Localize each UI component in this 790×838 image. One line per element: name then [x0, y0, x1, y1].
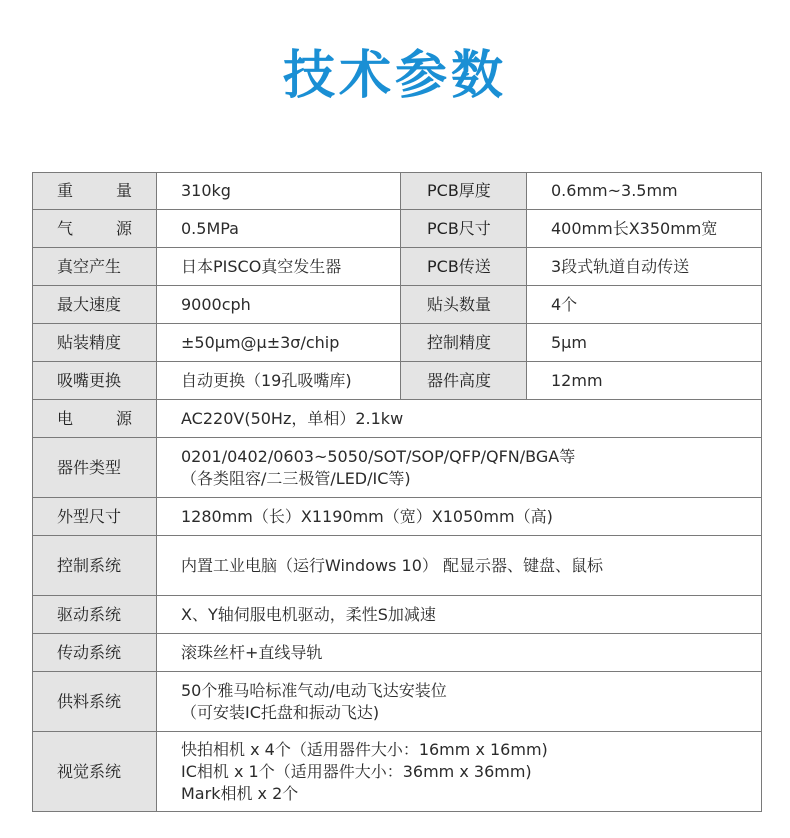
spec-row-max-speed [33, 286, 762, 324]
spec-value: 0201/0402/0603~5050/SOT/SOP/QFP/QFN/BGA等 （各类阻容/二三极管/LED/IC等) [157, 438, 762, 498]
spec-value: 400mm长X350mm宽 [527, 210, 762, 248]
spec-row-drive-system [33, 596, 762, 634]
spec-row-air-source [33, 210, 762, 248]
spec-label: 重 量 [33, 173, 157, 210]
spec-value: 12mm [527, 362, 762, 400]
spec-value: 9000cph [157, 286, 401, 324]
spec-value: 50个雅马哈标准气动/电动飞达安装位 （可安装IC托盘和振动飞达) [157, 672, 762, 732]
spec-value: ±50μm@μ±3σ/chip [157, 324, 401, 362]
spec-label: 贴头数量 [401, 286, 527, 324]
spec-value: 1280mm（长）X1190mm（宽）X1050mm（高) [157, 498, 762, 536]
spec-row-feeder-system [33, 672, 762, 732]
spec-value: 4个 [527, 286, 762, 324]
spec-row-vacuum [33, 248, 762, 286]
spec-label: 吸嘴更换 [33, 362, 157, 400]
spec-label: 器件高度 [401, 362, 527, 400]
spec-label: 驱动系统 [33, 596, 157, 634]
spec-value: 5μm [527, 324, 762, 362]
spec-row-placement-accuracy [33, 324, 762, 362]
spec-value: 日本PISCO真空发生器 [157, 248, 401, 286]
spec-label: 气 源 [33, 210, 157, 248]
spec-value: 自动更换（19孔吸嘴库) [157, 362, 401, 400]
spec-value: 滚珠丝杆+直线导轨 [157, 634, 762, 672]
spec-row-control-system [33, 536, 762, 596]
spec-value: 3段式轨道自动传送 [527, 248, 762, 286]
spec-value: 0.5MPa [157, 210, 401, 248]
spec-label: 最大速度 [33, 286, 157, 324]
spec-label: PCB尺寸 [401, 210, 527, 248]
spec-row-nozzle-change [33, 362, 762, 400]
spec-row-component-types [33, 438, 762, 498]
spec-value: AC220V(50Hz，单相）2.1kw [157, 400, 762, 438]
spec-value: 310kg [157, 173, 401, 210]
spec-label: 器件类型 [33, 438, 157, 498]
spec-label: 供料系统 [33, 672, 157, 732]
spec-row-dimensions [33, 498, 762, 536]
spec-table [32, 172, 762, 812]
spec-value: 快拍相机 x 4个（适用器件大小：16mm x 16mm) IC相机 x 1个（适用器件大小：36mm x 36mm) Mark相机 x 2个 [157, 732, 762, 812]
spec-label: PCB厚度 [401, 173, 527, 210]
spec-value: 0.6mm~3.5mm [527, 173, 762, 210]
page-title: 技术参数 [282, 46, 507, 106]
spec-label: 外型尺寸 [33, 498, 157, 536]
spec-row-transmission [33, 634, 762, 672]
spec-label: 控制精度 [401, 324, 527, 362]
spec-value: X、Y轴伺服电机驱动，柔性S加减速 [157, 596, 762, 634]
spec-label: 电 源 [33, 400, 157, 438]
spec-label: PCB传送 [401, 248, 527, 286]
spec-row-weight [33, 173, 762, 210]
spec-label: 控制系统 [33, 536, 157, 596]
spec-row-power [33, 400, 762, 438]
spec-value: 内置工业电脑（运行Windows 10） 配显示器、键盘、鼠标 [157, 536, 762, 596]
spec-label: 真空产生 [33, 248, 157, 286]
spec-label: 贴装精度 [33, 324, 157, 362]
spec-row-vision-system [33, 732, 762, 812]
spec-label: 视觉系统 [33, 732, 157, 812]
spec-label: 传动系统 [33, 634, 157, 672]
